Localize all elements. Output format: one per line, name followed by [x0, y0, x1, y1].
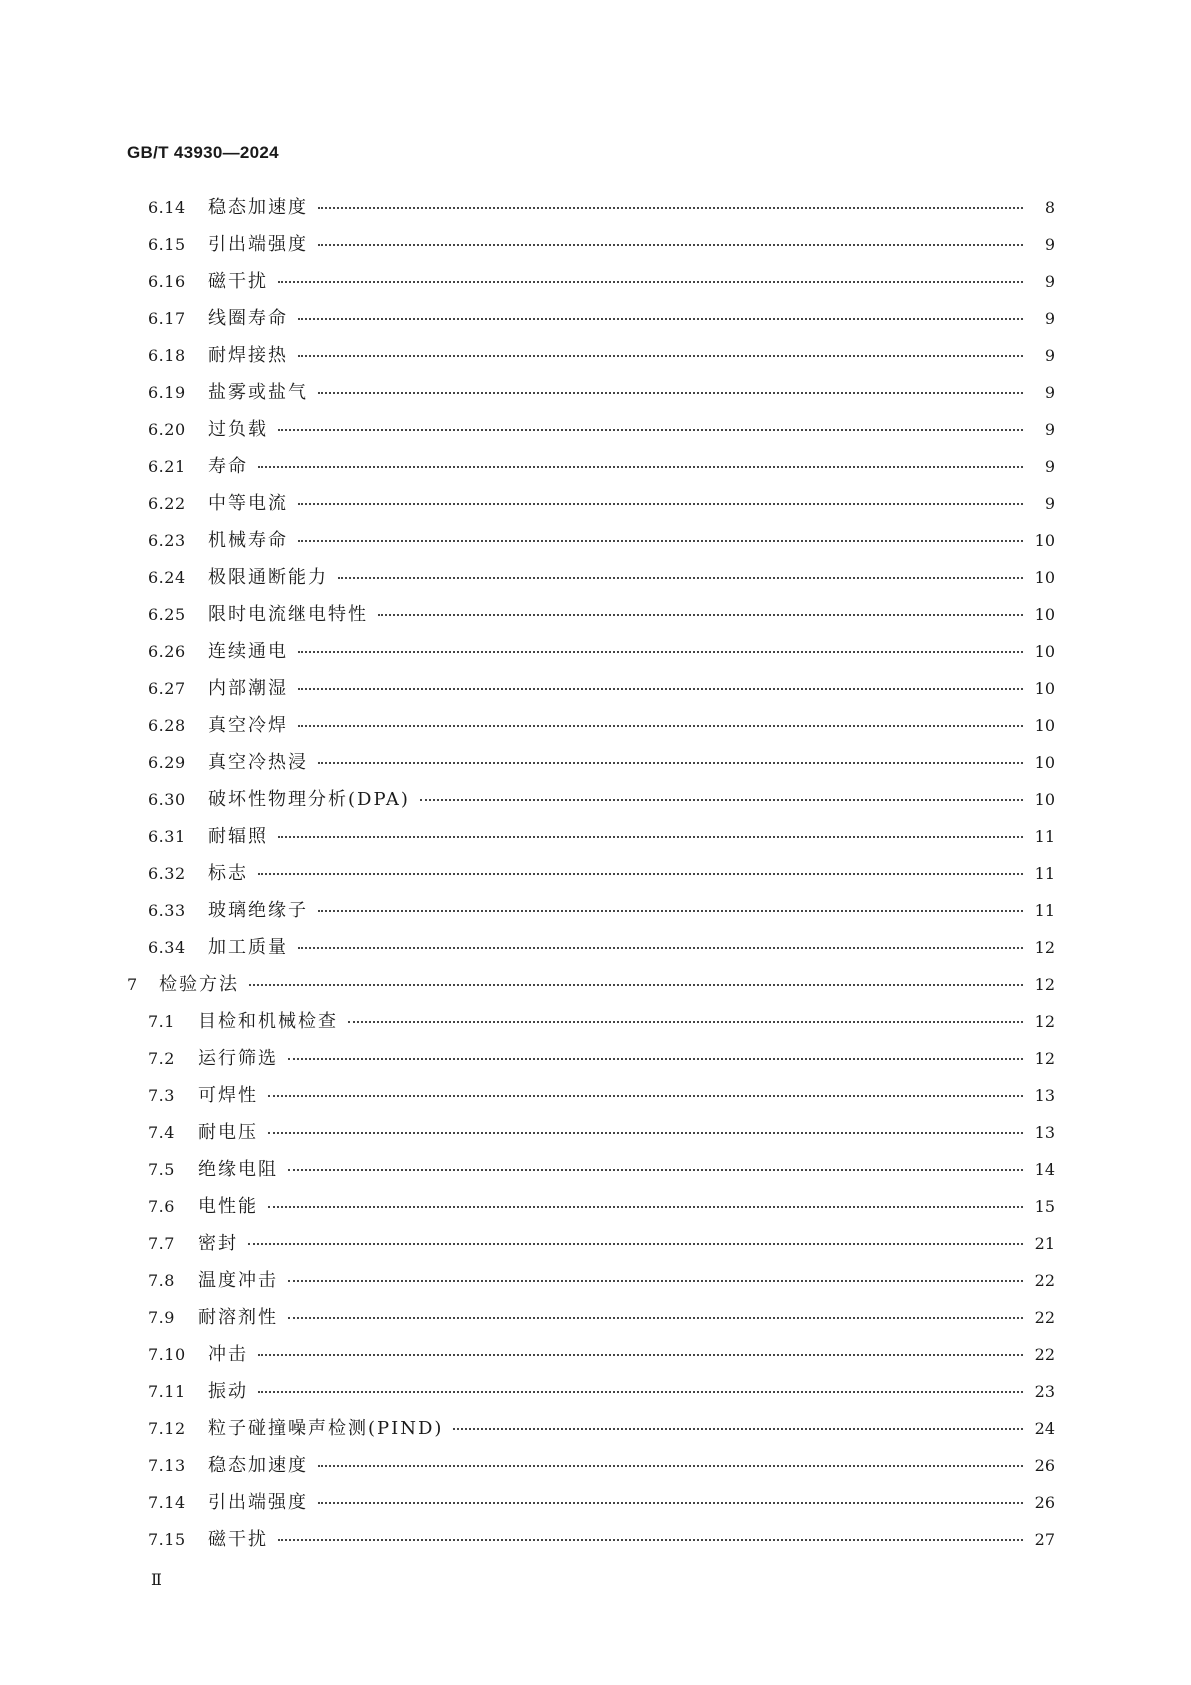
toc-leader-dots [258, 1334, 1023, 1356]
toc-entry-number: 6.34 [148, 938, 186, 957]
toc-entry-title: 真空冷焊 [208, 715, 288, 736]
toc-entry-page: 13 [1034, 1123, 1055, 1142]
toc-entry-title: 稳态加速度 [208, 1455, 308, 1476]
table-of-contents [127, 191, 1055, 1560]
toc-entry-title: 密封 [198, 1233, 238, 1254]
toc-leader-dots [298, 335, 1023, 357]
toc-entry-page: 12 [1034, 975, 1055, 994]
page-number: Ⅱ [151, 1570, 162, 1589]
toc-entry-number: 6.26 [148, 642, 186, 661]
toc-entry-page: 11 [1034, 864, 1055, 883]
toc-leader-dots [298, 520, 1023, 542]
toc-entry-number: 6.28 [148, 716, 186, 735]
toc-entry-number: 6.15 [148, 235, 186, 254]
toc-entry[interactable] [127, 524, 1055, 561]
toc-entry-page: 10 [1034, 605, 1055, 624]
toc-entry-number: 7.15 [148, 1530, 186, 1549]
toc-entry-number: 7.8 [148, 1271, 175, 1290]
toc-entry-page: 10 [1034, 531, 1055, 550]
toc-entry-page: 22 [1034, 1345, 1055, 1364]
toc-leader-dots [318, 890, 1023, 912]
toc-entry-title: 耐电压 [198, 1122, 258, 1143]
toc-entry[interactable] [127, 1227, 1055, 1264]
toc-entry-page: 10 [1034, 679, 1055, 698]
toc-entry-page: 9 [1044, 457, 1055, 476]
toc-entry-title: 运行筛选 [198, 1048, 278, 1069]
toc-entry[interactable] [127, 1338, 1055, 1375]
toc-entry-title: 中等电流 [208, 493, 288, 514]
toc-entry-title: 真空冷热浸 [208, 752, 308, 773]
toc-entry-page: 22 [1034, 1271, 1055, 1290]
toc-entry-title: 绝缘电阻 [198, 1159, 278, 1180]
toc-entry-number: 6.18 [148, 346, 186, 365]
toc-entry[interactable] [127, 1375, 1055, 1412]
toc-entry[interactable] [127, 1449, 1055, 1486]
toc-entry-page: 9 [1044, 309, 1055, 328]
toc-entry-number: 6.24 [148, 568, 186, 587]
toc-entry[interactable] [127, 450, 1055, 487]
toc-leader-dots [278, 1519, 1023, 1541]
toc-entry[interactable] [127, 931, 1055, 968]
toc-entry-page: 10 [1034, 753, 1055, 772]
toc-entry-title: 可焊性 [198, 1085, 258, 1106]
toc-entry-title: 粒子碰撞噪声检测(PIND) [208, 1418, 444, 1439]
toc-entry-title: 过负载 [208, 419, 268, 440]
toc-leader-dots [318, 742, 1023, 764]
toc-leader-dots [288, 1149, 1023, 1171]
toc-leader-dots [248, 1223, 1023, 1245]
toc-entry-page: 13 [1034, 1086, 1055, 1105]
toc-entry-number: 6.20 [148, 420, 186, 439]
toc-entry[interactable] [127, 265, 1055, 302]
toc-leader-dots [378, 594, 1023, 616]
toc-entry-page: 9 [1044, 494, 1055, 513]
toc-entry-title: 磁干扰 [208, 271, 268, 292]
toc-entry[interactable] [127, 1301, 1055, 1338]
toc-entry-page: 9 [1044, 346, 1055, 365]
toc-entry[interactable] [127, 1153, 1055, 1190]
toc-entry-page: 11 [1034, 901, 1055, 920]
toc-entry-page: 27 [1034, 1530, 1055, 1549]
toc-leader-dots [318, 1445, 1023, 1467]
toc-entry-title: 极限通断能力 [208, 567, 328, 588]
toc-leader-dots [278, 409, 1023, 431]
toc-entry-page: 8 [1044, 198, 1055, 217]
toc-entry-page: 11 [1034, 827, 1055, 846]
toc-entry[interactable] [127, 1523, 1055, 1560]
toc-entry-page: 23 [1034, 1382, 1055, 1401]
toc-entry-title: 标志 [208, 863, 248, 884]
toc-entry[interactable] [127, 191, 1055, 228]
toc-entry-number: 6.21 [148, 457, 186, 476]
toc-entry-page: 21 [1034, 1234, 1055, 1253]
toc-entry-title: 电性能 [198, 1196, 258, 1217]
toc-entry[interactable] [127, 857, 1055, 894]
toc-leader-dots [258, 446, 1023, 468]
toc-entry-page: 24 [1034, 1419, 1055, 1438]
toc-leader-dots [288, 1260, 1023, 1282]
toc-entry-number: 7.3 [148, 1086, 175, 1105]
toc-entry-page: 12 [1034, 1012, 1055, 1031]
toc-leader-dots [268, 1075, 1023, 1097]
toc-entry-number: 7.13 [148, 1456, 186, 1475]
toc-entry-page: 9 [1044, 383, 1055, 402]
toc-entry-title: 限时电流继电特性 [208, 604, 368, 625]
toc-entry-number: 6.29 [148, 753, 186, 772]
toc-entry-page: 22 [1034, 1308, 1055, 1327]
toc-entry[interactable] [127, 598, 1055, 635]
toc-entry[interactable] [127, 1116, 1055, 1153]
toc-entry-title: 稳态加速度 [208, 197, 308, 218]
toc-leader-dots [318, 187, 1023, 209]
toc-entry[interactable] [127, 820, 1055, 857]
toc-leader-dots [288, 1038, 1023, 1060]
toc-entry-title: 耐辐照 [208, 826, 268, 847]
toc-leader-dots [318, 1482, 1023, 1504]
toc-entry-title: 加工质量 [208, 937, 288, 958]
toc-leader-dots [298, 927, 1023, 949]
toc-entry-number: 6.32 [148, 864, 186, 883]
toc-entry-title: 内部潮湿 [208, 678, 288, 699]
toc-entry-number: 7.5 [148, 1160, 175, 1179]
toc-entry-number: 6.33 [148, 901, 186, 920]
toc-entry-number: 7.12 [148, 1419, 186, 1438]
toc-entry-number: 7.6 [148, 1197, 175, 1216]
toc-entry-number: 6.31 [148, 827, 186, 846]
toc-entry-number: 6.14 [148, 198, 186, 217]
toc-entry-number: 7.11 [148, 1382, 186, 1401]
toc-entry-page: 15 [1034, 1197, 1055, 1216]
toc-entry-title: 目检和机械检查 [198, 1011, 338, 1032]
toc-leader-dots [298, 705, 1023, 727]
toc-entry-title: 引出端强度 [208, 234, 308, 255]
toc-entry-number: 6.27 [148, 679, 186, 698]
toc-entry[interactable] [127, 1190, 1055, 1227]
toc-entry-number: 7.9 [148, 1308, 175, 1327]
toc-entry-number: 6.19 [148, 383, 186, 402]
toc-entry-number: 7.2 [148, 1049, 175, 1068]
toc-leader-dots [288, 1297, 1023, 1319]
toc-entry[interactable] [127, 376, 1055, 413]
toc-leader-dots [258, 1371, 1023, 1393]
toc-entry-page: 10 [1034, 716, 1055, 735]
toc-entry-title: 温度冲击 [198, 1270, 278, 1291]
toc-leader-dots [318, 224, 1023, 246]
toc-entry-number: 6.23 [148, 531, 186, 550]
toc-entry[interactable] [127, 672, 1055, 709]
toc-leader-dots [453, 1408, 1023, 1430]
toc-entry-page: 10 [1034, 568, 1055, 587]
toc-entry-title: 连续通电 [208, 641, 288, 662]
toc-leader-dots [298, 631, 1023, 653]
toc-entry-title: 耐焊接热 [208, 345, 288, 366]
toc-entry-page: 9 [1044, 420, 1055, 439]
toc-entry[interactable] [127, 1005, 1055, 1042]
toc-entry[interactable] [127, 561, 1055, 598]
toc-entry-title: 机械寿命 [208, 530, 288, 551]
toc-entry[interactable] [127, 894, 1055, 931]
toc-entry[interactable] [127, 968, 1055, 1005]
toc-entry[interactable] [127, 1412, 1055, 1449]
toc-entry-number: 6.16 [148, 272, 186, 291]
toc-entry[interactable] [127, 746, 1055, 783]
toc-entry-title: 耐溶剂性 [198, 1307, 278, 1328]
toc-leader-dots [268, 1186, 1023, 1208]
toc-entry-page: 12 [1034, 938, 1055, 957]
toc-leader-dots [420, 779, 1023, 801]
toc-entry-number: 7.14 [148, 1493, 186, 1512]
toc-leader-dots [268, 1112, 1023, 1134]
toc-entry-number: 6.30 [148, 790, 186, 809]
toc-entry-number: 7.10 [148, 1345, 186, 1364]
toc-leader-dots [338, 557, 1023, 579]
toc-entry-number: 6.25 [148, 605, 186, 624]
toc-entry-page: 10 [1034, 642, 1055, 661]
toc-entry-number: 7.7 [148, 1234, 175, 1253]
toc-leader-dots [249, 964, 1023, 986]
toc-leader-dots [318, 372, 1023, 394]
toc-leader-dots [298, 668, 1023, 690]
toc-entry[interactable] [127, 1079, 1055, 1116]
toc-entry-page: 14 [1034, 1160, 1055, 1179]
toc-entry[interactable] [127, 413, 1055, 450]
toc-entry-title: 寿命 [208, 456, 248, 477]
toc-entry-title: 检验方法 [159, 974, 239, 995]
toc-entry-title: 磁干扰 [208, 1529, 268, 1550]
toc-entry-page: 9 [1044, 272, 1055, 291]
toc-entry-page: 12 [1034, 1049, 1055, 1068]
toc-entry-page: 9 [1044, 235, 1055, 254]
toc-entry-title: 玻璃绝缘子 [208, 900, 308, 921]
toc-entry-title: 冲击 [208, 1344, 248, 1365]
toc-entry[interactable] [127, 1486, 1055, 1523]
toc-entry[interactable] [127, 1042, 1055, 1079]
toc-entry-number: 7.1 [148, 1012, 175, 1031]
toc-leader-dots [258, 853, 1023, 875]
toc-entry-page: 26 [1034, 1493, 1055, 1512]
toc-entry-number: 6.22 [148, 494, 186, 513]
toc-entry-title: 盐雾或盐气 [208, 382, 308, 403]
toc-entry-page: 26 [1034, 1456, 1055, 1475]
toc-entry[interactable] [127, 783, 1055, 820]
toc-entry-title: 破坏性物理分析(DPA) [208, 789, 410, 810]
toc-entry[interactable] [127, 487, 1055, 524]
toc-leader-dots [278, 261, 1023, 283]
toc-leader-dots [348, 1001, 1023, 1023]
toc-entry[interactable] [127, 635, 1055, 672]
toc-entry[interactable] [127, 709, 1055, 746]
toc-entry[interactable] [127, 302, 1055, 339]
toc-entry-page: 10 [1034, 790, 1055, 809]
toc-entry[interactable] [127, 228, 1055, 265]
toc-entry-title: 引出端强度 [208, 1492, 308, 1513]
toc-entry-title: 振动 [208, 1381, 248, 1402]
toc-leader-dots [298, 483, 1023, 505]
toc-entry[interactable] [127, 1264, 1055, 1301]
toc-entry[interactable] [127, 339, 1055, 376]
toc-entry-number: 6.17 [148, 309, 186, 328]
toc-entry-number: 7 [127, 975, 138, 994]
toc-entry-title: 线圈寿命 [208, 308, 288, 329]
document-id: GB/T 43930—2024 [127, 143, 279, 162]
toc-entry-number: 7.4 [148, 1123, 175, 1142]
toc-leader-dots [298, 298, 1023, 320]
toc-leader-dots [278, 816, 1023, 838]
